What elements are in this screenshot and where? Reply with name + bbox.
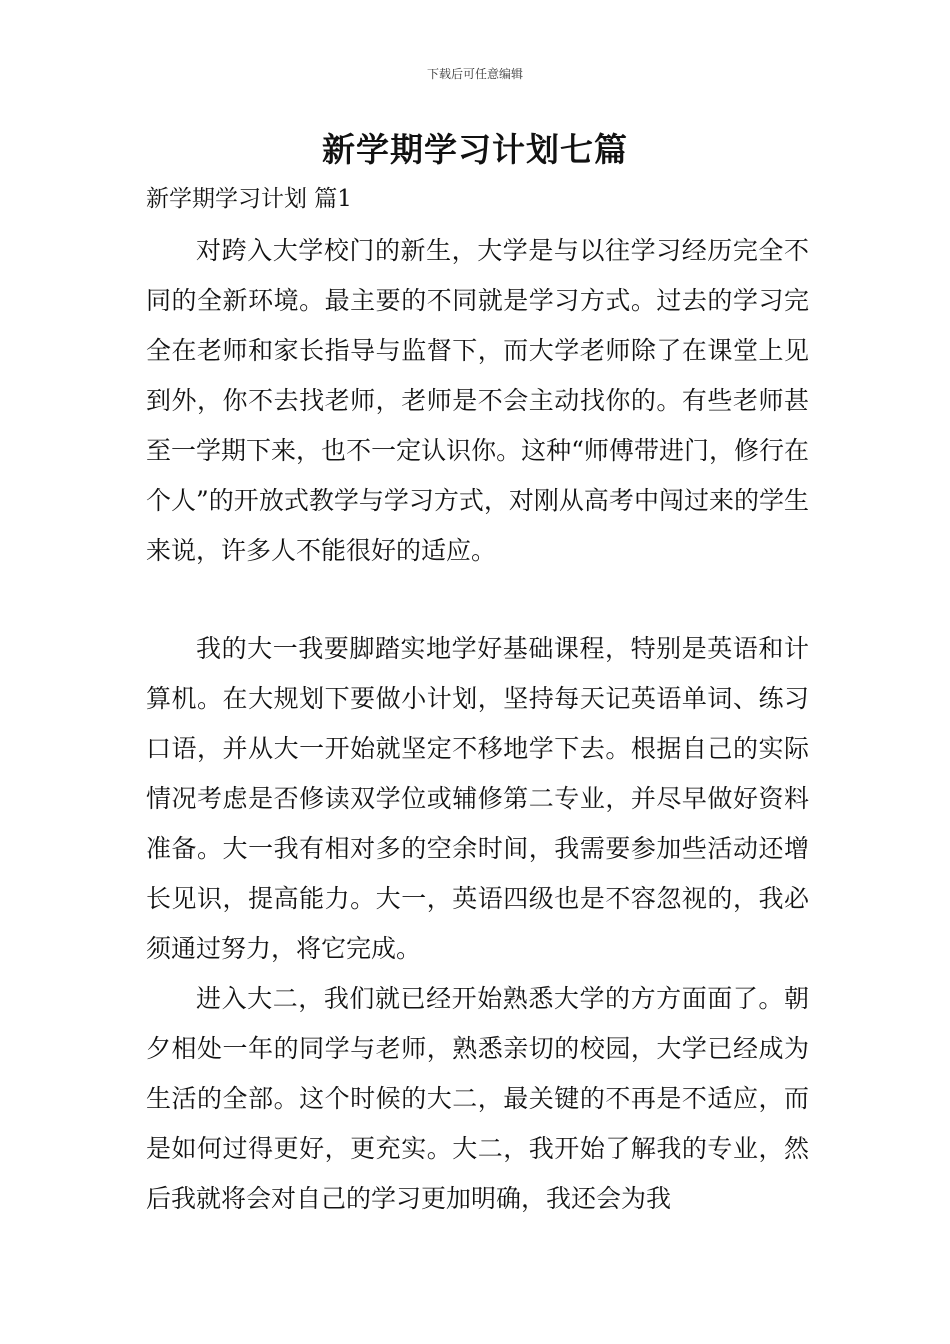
paragraph-3: 进入大二，我们就已经开始熟悉大学的方方面面了。朝夕相处一年的同学与老师，熟悉亲切的校园，大学已经成为生活的全部。这个时候的大二，最关键的不再是不适应，而是如何过得更好，更充实。大二，我开始了解我的专业，然后我就将会对自己的学习更加明确，我还会为我 bbox=[146, 984, 809, 1213]
section-heading: 新学期学习计划 篇1 bbox=[146, 186, 352, 212]
header-note: 下载后可任意编辑 bbox=[426, 67, 523, 81]
document-title: 新学期学习计划七篇 bbox=[322, 130, 628, 169]
paragraph-2: 我的大一我要脚踏实地学好基础课程，特别是英语和计算机。在大规划下要做小计划，坚持每天记英语单词、练习口语，并从大一开始就坚定不移地学下去。根据自己的实际情况考虑是否修读双学位或辅修第二专业，并尽早做好资料准备。大一我有相对多的空余时间，我需要参加些活动还增长见识，提高能力。大一，英语四级也是不容忽视的，我必须通过努力，将它完成。 bbox=[146, 634, 809, 963]
paragraph-1: 对跨入大学校门的新生，大学是与以往学习经历完全不同的全新环境。最主要的不同就是学习方式。过去的学习完全在老师和家长指导与监督下，而大学老师除了在课堂上见到外，你不去找老师，老师是不会主动找你的。有些老师甚至一学期下来，也不一定认识你。这种“师傅带进门，修行在个人”的开放式教学与学习方式，对刚从高考中闯过来的学生来说，许多人不能很好的适应。 bbox=[146, 236, 809, 565]
